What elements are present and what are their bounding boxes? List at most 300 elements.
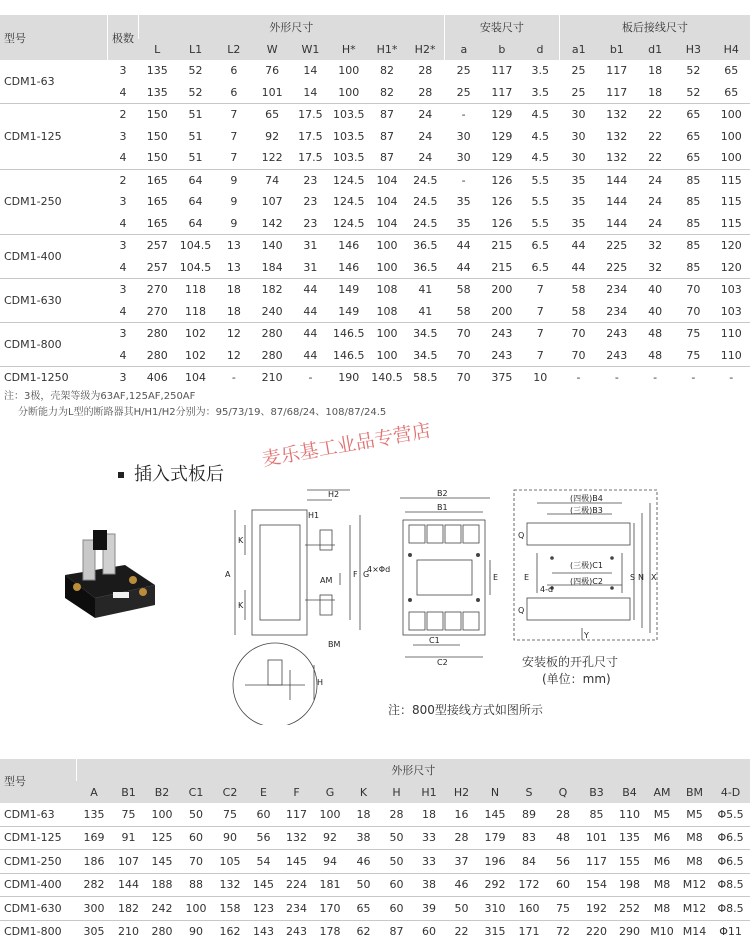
column-header: N: [478, 781, 512, 803]
value-cell: 70: [179, 850, 213, 874]
value-cell: M10: [646, 920, 678, 943]
value-cell: 62: [347, 920, 380, 943]
value-cell: 215: [491, 260, 513, 274]
model-cell: CDM1-63: [4, 807, 55, 821]
model-cell: CDM1-800: [0, 920, 76, 943]
side-label-am: AM: [320, 576, 333, 585]
value-cell: 120: [720, 260, 742, 274]
value-cell: 103: [713, 279, 750, 301]
panel-label-e: E: [524, 573, 530, 582]
value-cell: 50: [380, 826, 413, 850]
value-cell: 140: [253, 235, 291, 257]
value-cell: 234: [280, 897, 313, 921]
value-cell: 41: [406, 279, 444, 301]
value-cell: M6: [646, 850, 678, 874]
model-cell: CDM1-630: [0, 897, 76, 921]
poles-cell: 3: [108, 279, 138, 301]
value-cell: 142: [261, 216, 283, 230]
column-header: a1: [559, 39, 597, 60]
poles-cell: 2: [108, 169, 138, 191]
column-header: d1: [636, 39, 674, 60]
value-cell: 70: [559, 323, 597, 345]
value-cell: 9: [215, 169, 253, 191]
value-cell: 24: [648, 216, 663, 230]
value-cell: 165: [146, 216, 168, 230]
value-cell: 44: [291, 323, 329, 345]
value-cell: 192: [580, 897, 613, 921]
value-cell: 83: [512, 826, 546, 850]
panel-caption-unit: (单位：mm): [542, 672, 611, 686]
value-cell: 75: [686, 348, 701, 362]
value-cell: 198: [613, 873, 646, 897]
square-bullet-icon: [118, 472, 124, 478]
value-cell: 58: [559, 279, 597, 301]
table-row: [0, 235, 750, 257]
column-header: E: [247, 781, 280, 803]
value-cell: 46: [445, 873, 478, 897]
value-cell: 65: [724, 64, 739, 78]
value-cell: 70: [444, 367, 482, 389]
value-cell: -: [559, 367, 597, 389]
panel-label-n: N: [638, 573, 644, 582]
value-cell: 70: [444, 323, 482, 345]
model-cell: CDM1-63: [4, 75, 55, 88]
panel-label-4-d: 4-d: [540, 585, 554, 594]
value-cell: 30: [456, 151, 471, 165]
value-cell: -: [215, 367, 253, 389]
value-cell: 5.5: [531, 216, 549, 230]
value-cell: 35: [571, 195, 586, 209]
column-header: b1: [598, 39, 636, 60]
value-cell: 120: [713, 235, 750, 257]
value-cell: 72: [546, 920, 580, 943]
value-cell: 100: [368, 323, 406, 345]
value-cell: 30: [571, 151, 586, 165]
value-cell: 146: [330, 235, 368, 257]
panel-cutout-drawing: [512, 488, 667, 688]
value-cell: M14: [678, 920, 711, 943]
front-label-b2: B2: [437, 490, 448, 498]
value-cell: 100: [151, 807, 173, 821]
panel-label-c1: (三极)C1: [570, 561, 603, 570]
value-cell: Φ11: [711, 920, 750, 943]
column-header: H: [380, 781, 413, 803]
column-header: H4: [713, 39, 750, 60]
poles-cell: 4: [119, 85, 127, 99]
value-cell: 82: [380, 64, 395, 78]
side-label-k-top: K: [238, 536, 244, 545]
value-cell: 104: [376, 216, 398, 230]
value-cell: 48: [648, 348, 663, 362]
panel-label-b3: (三极)B3: [570, 506, 603, 515]
value-cell: 110: [619, 807, 640, 821]
value-cell: 103.5: [330, 104, 368, 126]
value-cell: 50: [380, 850, 413, 874]
column-header: B3: [580, 781, 613, 803]
value-cell: 36.5: [413, 260, 438, 274]
value-cell: Φ6.5: [711, 850, 750, 874]
value-cell: 210: [253, 367, 291, 389]
value-cell: 7: [536, 304, 544, 318]
value-cell: Φ8.5: [711, 873, 750, 897]
value-cell: 140.5: [368, 367, 406, 389]
column-header: A: [76, 781, 112, 803]
value-cell: 14: [303, 64, 318, 78]
value-cell: 292: [478, 873, 512, 897]
column-header: a: [444, 39, 482, 60]
value-cell: 24: [406, 104, 444, 126]
value-cell: 280: [146, 348, 168, 362]
value-cell: M6: [646, 826, 678, 850]
value-cell: 65: [686, 129, 701, 143]
value-cell: 257: [146, 260, 168, 274]
value-cell: 38: [413, 873, 445, 897]
value-cell: 25: [571, 64, 586, 78]
value-cell: 65: [253, 104, 291, 126]
value-cell: 165: [138, 169, 176, 191]
value-cell: 58: [456, 304, 471, 318]
value-cell: 210: [112, 920, 145, 943]
value-cell: 375: [483, 367, 521, 389]
value-cell: 22: [445, 920, 478, 943]
poles-cell: 4: [119, 216, 127, 230]
value-cell: -: [444, 169, 482, 191]
value-cell: 155: [613, 850, 646, 874]
value-cell: 87: [380, 129, 395, 143]
value-cell: 46: [347, 850, 380, 874]
column-header: B1: [112, 781, 145, 803]
value-cell: 103: [720, 304, 742, 318]
value-cell: Φ8.5: [711, 897, 750, 921]
value-cell: 135: [146, 85, 168, 99]
model-cell: CDM1-630: [0, 279, 108, 323]
value-cell: 280: [253, 323, 291, 345]
value-cell: 315: [478, 920, 512, 943]
value-cell: Φ6.5: [711, 826, 750, 850]
value-cell: 100: [179, 897, 213, 921]
model-cell: CDM1-800: [0, 323, 108, 367]
table-row: [0, 323, 750, 345]
value-cell: -: [444, 104, 482, 126]
value-cell: 30: [456, 129, 471, 143]
value-cell: 50: [445, 897, 478, 921]
value-cell: Φ5.5: [717, 807, 744, 821]
value-cell: 103.5: [332, 151, 365, 165]
value-cell: 12: [226, 348, 241, 362]
value-cell: M8: [678, 826, 711, 850]
value-cell: 48: [546, 826, 580, 850]
value-cell: 31: [291, 235, 329, 257]
value-cell: 65: [347, 897, 380, 921]
dimension-table-2: [0, 759, 750, 943]
value-cell: 48: [636, 323, 674, 345]
side-label-h2: H2: [328, 490, 340, 499]
value-cell: 23: [291, 169, 329, 191]
value-cell: 149: [330, 279, 368, 301]
side-label-k-bottom: K: [238, 601, 244, 610]
value-cell: 25: [456, 64, 471, 78]
value-cell: 60: [546, 873, 580, 897]
value-cell: 28: [389, 807, 404, 821]
value-cell: 117: [606, 64, 628, 78]
value-cell: 105: [213, 850, 247, 874]
value-cell: 104: [368, 169, 406, 191]
poles-cell: 3: [108, 235, 138, 257]
value-cell: 282: [76, 873, 112, 897]
table-row: [0, 191, 750, 213]
value-cell: 234: [606, 304, 628, 318]
value-cell: 102: [185, 348, 207, 362]
value-cell: 117: [491, 64, 513, 78]
column-header: Q: [546, 781, 580, 803]
value-cell: 110: [713, 323, 750, 345]
value-cell: 17.5: [298, 151, 323, 165]
value-cell: 70: [686, 304, 701, 318]
side-label-f: F: [353, 570, 358, 579]
value-cell: 38: [347, 826, 380, 850]
panel-label-s: S: [630, 573, 636, 582]
value-cell: 51: [176, 104, 214, 126]
value-cell: 146.5: [330, 323, 368, 345]
value-cell: 23: [303, 195, 318, 209]
value-cell: 215: [483, 235, 521, 257]
value-cell: 181: [313, 873, 347, 897]
value-cell: 44: [559, 235, 597, 257]
column-header: 4-D: [711, 781, 750, 803]
value-cell: 13: [226, 260, 241, 274]
value-cell: 190: [330, 367, 368, 389]
value-cell: 64: [188, 195, 203, 209]
panel-label-y: Y: [584, 631, 589, 640]
value-cell: 44: [291, 279, 329, 301]
value-cell: 100: [368, 235, 406, 257]
table-row: [0, 60, 750, 82]
value-cell: 35: [456, 195, 471, 209]
value-cell: 100: [376, 348, 398, 362]
value-cell: 12: [215, 323, 253, 345]
column-header: B2: [145, 781, 179, 803]
value-cell: 126: [483, 169, 521, 191]
poles-cell: 4: [119, 260, 127, 274]
value-cell: 150: [146, 151, 168, 165]
value-cell: 149: [338, 304, 360, 318]
column-header: B4: [613, 781, 646, 803]
value-cell: 75: [121, 807, 136, 821]
side-label-bm: BM: [328, 640, 341, 649]
value-cell: 145: [145, 850, 179, 874]
poles-cell: 3: [108, 323, 138, 345]
value-cell: 184: [261, 260, 283, 274]
value-cell: 200: [491, 304, 513, 318]
value-cell: 144: [112, 873, 145, 897]
value-cell: 107: [112, 850, 145, 874]
value-cell: 144: [606, 216, 628, 230]
value-cell: 24: [418, 151, 433, 165]
value-cell: 58: [444, 279, 482, 301]
group-header-mounting: 安装尺寸: [444, 15, 559, 39]
value-cell: 290: [613, 920, 646, 943]
value-cell: 132: [606, 129, 628, 143]
value-cell: 6: [230, 64, 238, 78]
group-header-rear-wiring: 板后接线尺寸: [559, 15, 750, 39]
value-cell: 182: [112, 897, 145, 921]
value-cell: 9: [230, 216, 238, 230]
value-cell: 4.5: [531, 151, 549, 165]
value-cell: 243: [483, 323, 521, 345]
value-cell: 39: [413, 897, 445, 921]
value-cell: 58: [571, 304, 586, 318]
value-cell: 108: [368, 279, 406, 301]
value-cell: 7: [230, 151, 238, 165]
panel-label-c2: (四极)C2: [570, 577, 603, 586]
column-header: H3: [674, 39, 712, 60]
value-cell: 115: [720, 216, 742, 230]
value-cell: 154: [580, 873, 613, 897]
value-cell: 182: [253, 279, 291, 301]
value-cell: 87: [368, 104, 406, 126]
value-cell: 74: [253, 169, 291, 191]
value-cell: 60: [413, 920, 445, 943]
value-cell: 92: [313, 826, 347, 850]
value-cell: 41: [418, 304, 433, 318]
value-cell: 90: [213, 826, 247, 850]
value-cell: 7: [521, 279, 559, 301]
value-cell: 24: [648, 195, 663, 209]
side-label-g: G: [363, 570, 370, 579]
value-cell: 56: [546, 850, 580, 874]
table-row: [0, 257, 750, 279]
value-cell: 76: [265, 64, 280, 78]
value-cell: 242: [145, 897, 179, 921]
value-cell: 52: [188, 64, 203, 78]
column-header: d: [521, 39, 559, 60]
value-cell: 24.5: [413, 195, 438, 209]
column-header: F: [280, 781, 313, 803]
poles-cell: 4: [119, 151, 127, 165]
value-cell: 5.5: [521, 169, 559, 191]
column-header: K: [347, 781, 380, 803]
value-cell: 117: [286, 807, 307, 821]
value-cell: 243: [491, 348, 513, 362]
value-cell: 220: [580, 920, 613, 943]
value-cell: 44: [303, 348, 318, 362]
front-label-b1: B1: [437, 503, 448, 512]
value-cell: 406: [138, 367, 176, 389]
value-cell: 280: [261, 348, 283, 362]
value-cell: 100: [338, 64, 360, 78]
value-cell: 108: [376, 304, 398, 318]
value-cell: 144: [606, 195, 628, 209]
side-label-h: H: [317, 678, 324, 687]
table-row: [0, 920, 750, 943]
value-cell: 87: [380, 920, 413, 943]
poles-cell: 2: [108, 104, 138, 126]
value-cell: 150: [138, 104, 176, 126]
value-cell: 64: [188, 216, 203, 230]
value-cell: 280: [138, 323, 176, 345]
column-header: L: [138, 39, 176, 60]
value-cell: 17.5: [298, 129, 323, 143]
value-cell: 75: [546, 897, 580, 921]
column-header: H1: [413, 781, 445, 803]
table-row: [0, 873, 750, 897]
value-cell: 60: [380, 897, 413, 921]
value-cell: 44: [444, 235, 482, 257]
value-cell: M8: [646, 897, 678, 921]
value-cell: 100: [720, 129, 742, 143]
value-cell: 240: [261, 304, 283, 318]
column-header: L1: [176, 39, 214, 60]
value-cell: 70: [674, 279, 712, 301]
value-cell: 144: [598, 169, 636, 191]
side-label-a: A: [225, 570, 231, 579]
dimension-table-1: [0, 15, 750, 389]
value-cell: 85: [686, 260, 701, 274]
model-cell: CDM1-400: [0, 235, 108, 279]
value-cell: 145: [484, 807, 506, 821]
value-cell: 85: [686, 216, 701, 230]
value-cell: 132: [280, 826, 313, 850]
value-cell: 22: [648, 151, 663, 165]
value-cell: 36.5: [406, 235, 444, 257]
value-cell: 18: [422, 807, 436, 821]
value-cell: 252: [613, 897, 646, 921]
value-cell: 90: [179, 920, 213, 943]
value-cell: 224: [280, 873, 313, 897]
column-header: C2: [213, 781, 247, 803]
value-cell: 104.5: [179, 260, 212, 274]
value-cell: 243: [598, 323, 636, 345]
value-cell: 6.5: [531, 260, 549, 274]
value-cell: 3.5: [531, 64, 549, 78]
value-cell: 178: [313, 920, 347, 943]
value-cell: 257: [138, 235, 176, 257]
value-cell: 104: [176, 367, 214, 389]
value-cell: 85: [686, 195, 701, 209]
column-header: L2: [215, 39, 253, 60]
value-cell: 102: [176, 323, 214, 345]
value-cell: 25: [456, 85, 471, 99]
value-cell: 28: [445, 826, 478, 850]
poles-cell: 3: [119, 64, 127, 78]
value-cell: 18: [648, 85, 663, 99]
value-cell: 30: [571, 129, 586, 143]
shop-watermark: 麦乐基工业品专营店: [260, 419, 433, 471]
group-header-outline: 外形尺寸: [138, 15, 444, 39]
value-cell: 135: [146, 64, 168, 78]
value-cell: 310: [478, 897, 512, 921]
front-label-c2: C2: [437, 658, 448, 665]
value-cell: 179: [478, 826, 512, 850]
model-header-2: 型号: [0, 759, 76, 803]
panel-caption: 安装板的开孔尺寸: [522, 655, 619, 669]
value-cell: 4.5: [521, 104, 559, 126]
poles-cell: 3: [119, 195, 127, 209]
value-cell: 70: [456, 348, 471, 362]
table-row: [0, 826, 750, 850]
poles-cell: 4: [119, 348, 127, 362]
table-note-2: 分断能力为L型的断路器其H/H1/H2分别为：95/73/19、87/68/24、108/87/24.5: [18, 407, 387, 418]
value-cell: 243: [606, 348, 628, 362]
value-cell: 85: [674, 169, 712, 191]
value-cell: 13: [215, 235, 253, 257]
column-header: W: [253, 39, 291, 60]
value-cell: 44: [303, 304, 318, 318]
value-cell: 18: [356, 807, 371, 821]
table-row: [0, 126, 750, 148]
value-cell: 188: [145, 873, 179, 897]
table-row: [0, 345, 750, 367]
